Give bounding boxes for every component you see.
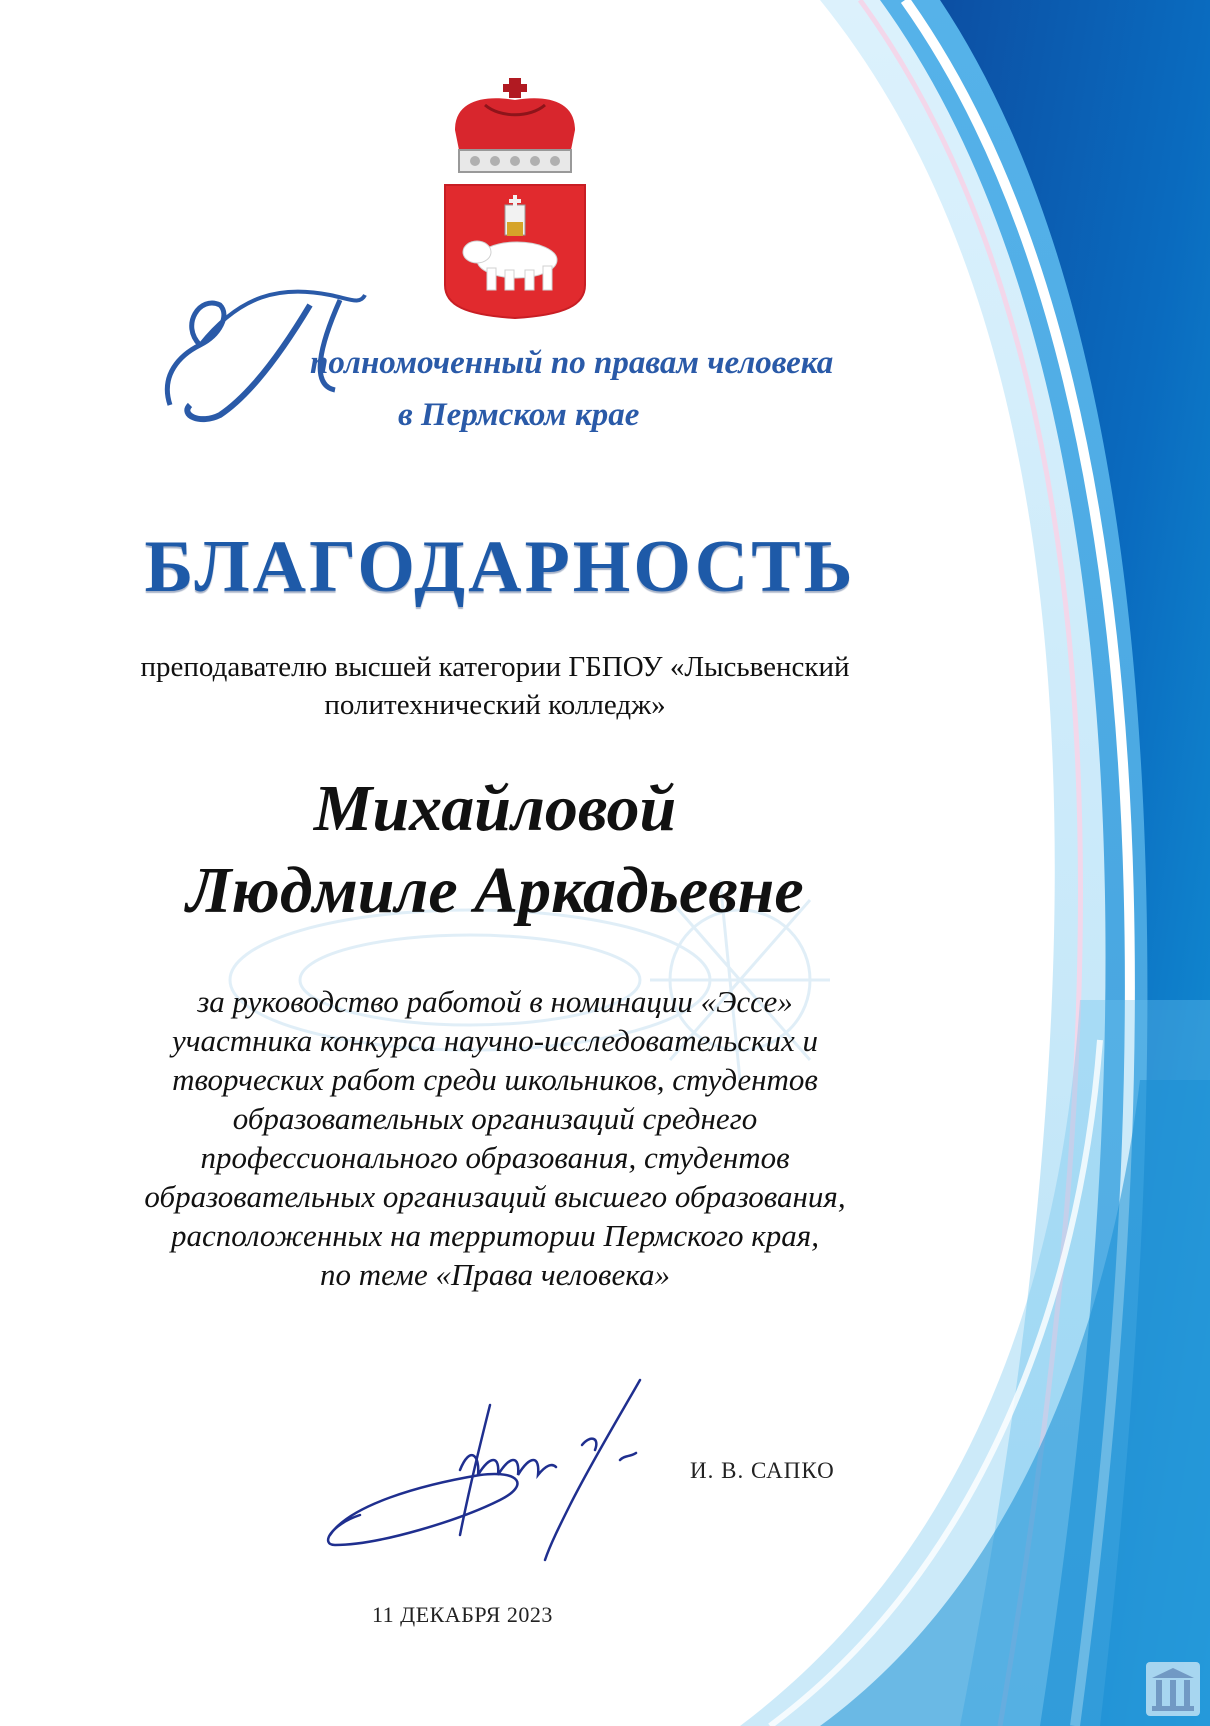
recipient-role — [60, 648, 930, 724]
ombudsman-logotype — [160, 275, 880, 455]
organization-name-line1: полномоченный по правам человека — [310, 345, 834, 381]
handwritten-signature — [320, 1375, 680, 1575]
reason-line: профессионального образования, студентов — [200, 1140, 790, 1175]
reason-line: участника конкурса научно-исследовательских и — [171, 1023, 819, 1058]
reason-line: по теме «Права человека» — [320, 1257, 670, 1292]
recipient-role-line2: политехнический колледж» — [324, 689, 666, 721]
recipient-role-line1: преподавателю высшей категории ГБПОУ «Лысьвенский — [140, 651, 850, 683]
recipient-name-line1: Михайловой — [313, 772, 677, 845]
college-logo-icon — [1146, 1662, 1200, 1716]
reason-line: расположенных на территории Пермского края, — [171, 1218, 819, 1253]
reason-line: творческих работ среди школьников, студентов — [172, 1062, 818, 1097]
crown-icon — [455, 78, 575, 172]
reason-line: образовательных организаций среднего — [232, 1101, 758, 1136]
award-reason — [40, 982, 950, 1294]
organization-name-line2: в Пермском крае — [398, 397, 640, 433]
recipient-name — [40, 768, 950, 932]
certificate-title: БЛАГОДАРНОСТЬ — [144, 526, 856, 608]
signer-name: И. В. САПКО — [690, 1458, 835, 1483]
issue-date: 11 ДЕКАБРЯ 2023 — [372, 1602, 553, 1627]
reason-line: за руководство работой в номинации «Эссе» — [197, 984, 793, 1019]
reason-line: образовательных организаций высшего образования, — [144, 1179, 846, 1214]
recipient-name-line2: Людмиле Аркадьевне — [186, 854, 804, 927]
